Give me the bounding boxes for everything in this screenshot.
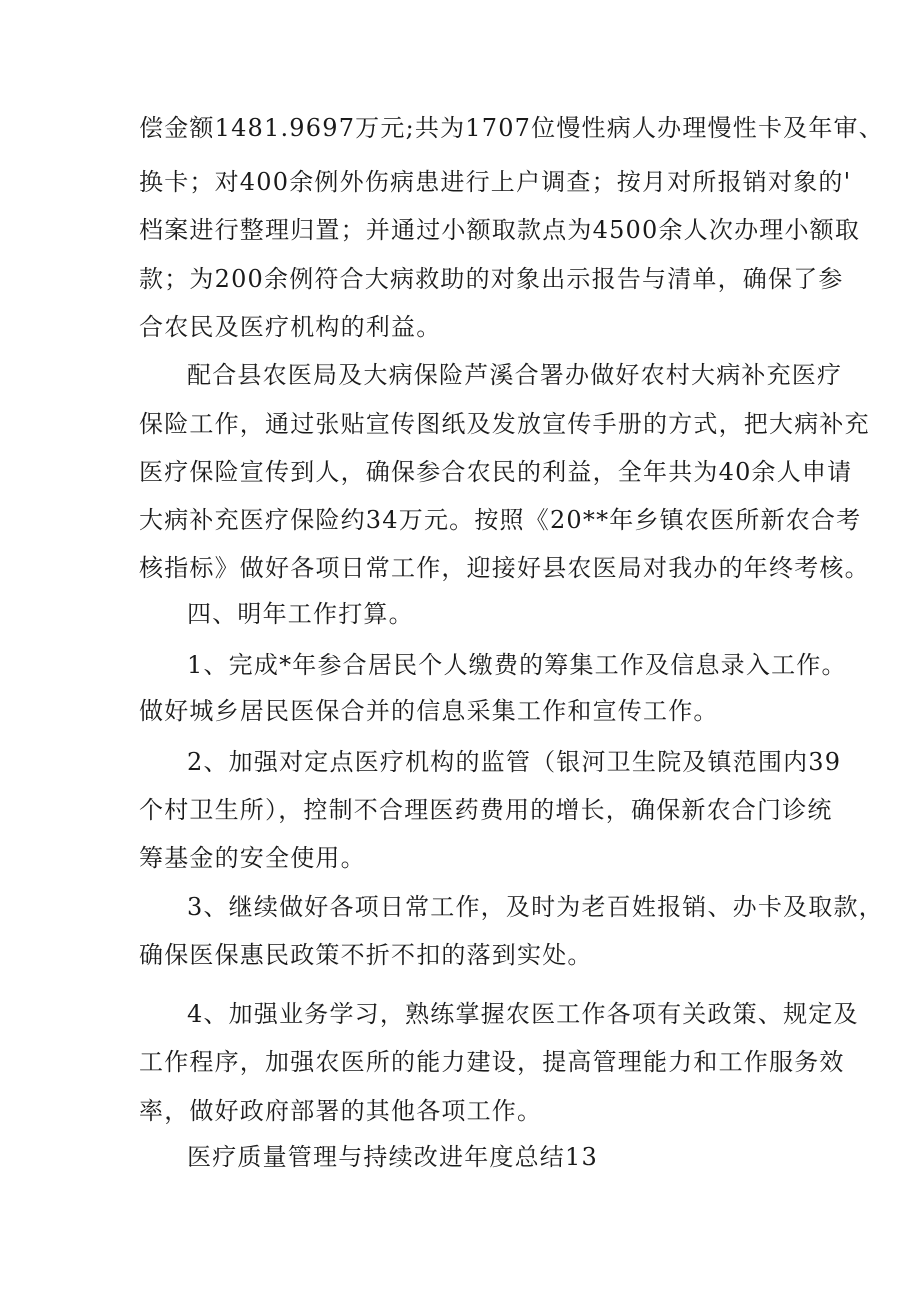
paragraph-2-line-5: 核指标》做好各项日常工作，迎接好县农医局对我办的年终考核。 — [139, 554, 870, 582]
item-4-line-1: 4、加强业务学习，熟练掌握农医工作各项有关政策、规定及 — [187, 1000, 859, 1028]
paragraph-2-line-4: 大病补充医疗保险约34万元。按照《20**年乡镇农医所新农合考 — [139, 506, 862, 534]
paragraph-1-line-5: 合农民及医疗机构的利益。 — [139, 313, 442, 341]
item-2-line-2: 个村卫生所），控制不合理医药费用的增长，确保新农合门诊统 — [139, 796, 833, 824]
item-3-line-2: 确保医保惠民政策不折不扣的落到实处。 — [139, 941, 593, 969]
paragraph-1-line-1: 偿金额1481.9697万元;共为1707位慢性病人办理慢性卡及年审、 — [139, 114, 884, 142]
item-4-line-3: 率，做好政府部署的其他各项工作。 — [139, 1097, 543, 1125]
paragraph-1-line-2: 换卡；对400余例外伤病患进行上户调查；按月对所报销对象的' — [139, 168, 852, 196]
paragraph-1-line-3: 档案进行整理归置；并通过小额取款点为4500余人次办理小额取 — [139, 216, 861, 244]
item-2-line-1: 2、加强对定点医疗机构的监管（银河卫生院及镇范围内39 — [187, 748, 842, 776]
paragraph-2-line-1: 配合县农医局及大病保险芦溪合署办做好农村大病补充医疗 — [187, 361, 843, 389]
item-1-line-1: 1、完成*年参合居民个人缴费的筹集工作及信息录入工作。 — [187, 651, 847, 679]
item-3-line-1: 3、继续做好各项日常工作，及时为老百姓报销、办卡及取款， — [187, 893, 884, 921]
paragraph-1-line-4: 款；为200余例符合大病救助的对象出示报告与清单，确保了参 — [139, 265, 844, 293]
next-section-title: 医疗质量管理与持续改进年度总结13 — [187, 1143, 598, 1171]
item-1-line-2: 做好城乡居民医保合并的信息采集工作和宣传工作。 — [139, 697, 719, 725]
section-heading: 四、明年工作打算。 — [187, 600, 414, 628]
item-2-line-3: 筹基金的安全使用。 — [139, 844, 366, 872]
item-4-line-2: 工作程序，加强农医所的能力建设，提高管理能力和工作服务效 — [139, 1048, 845, 1076]
paragraph-2-line-2: 保险工作，通过张贴宣传图纸及发放宣传手册的方式，把大病补充 — [139, 410, 870, 438]
paragraph-2-line-3: 医疗保险宣传到人，确保参合农民的利益，全年共为40余人申请 — [139, 458, 853, 486]
